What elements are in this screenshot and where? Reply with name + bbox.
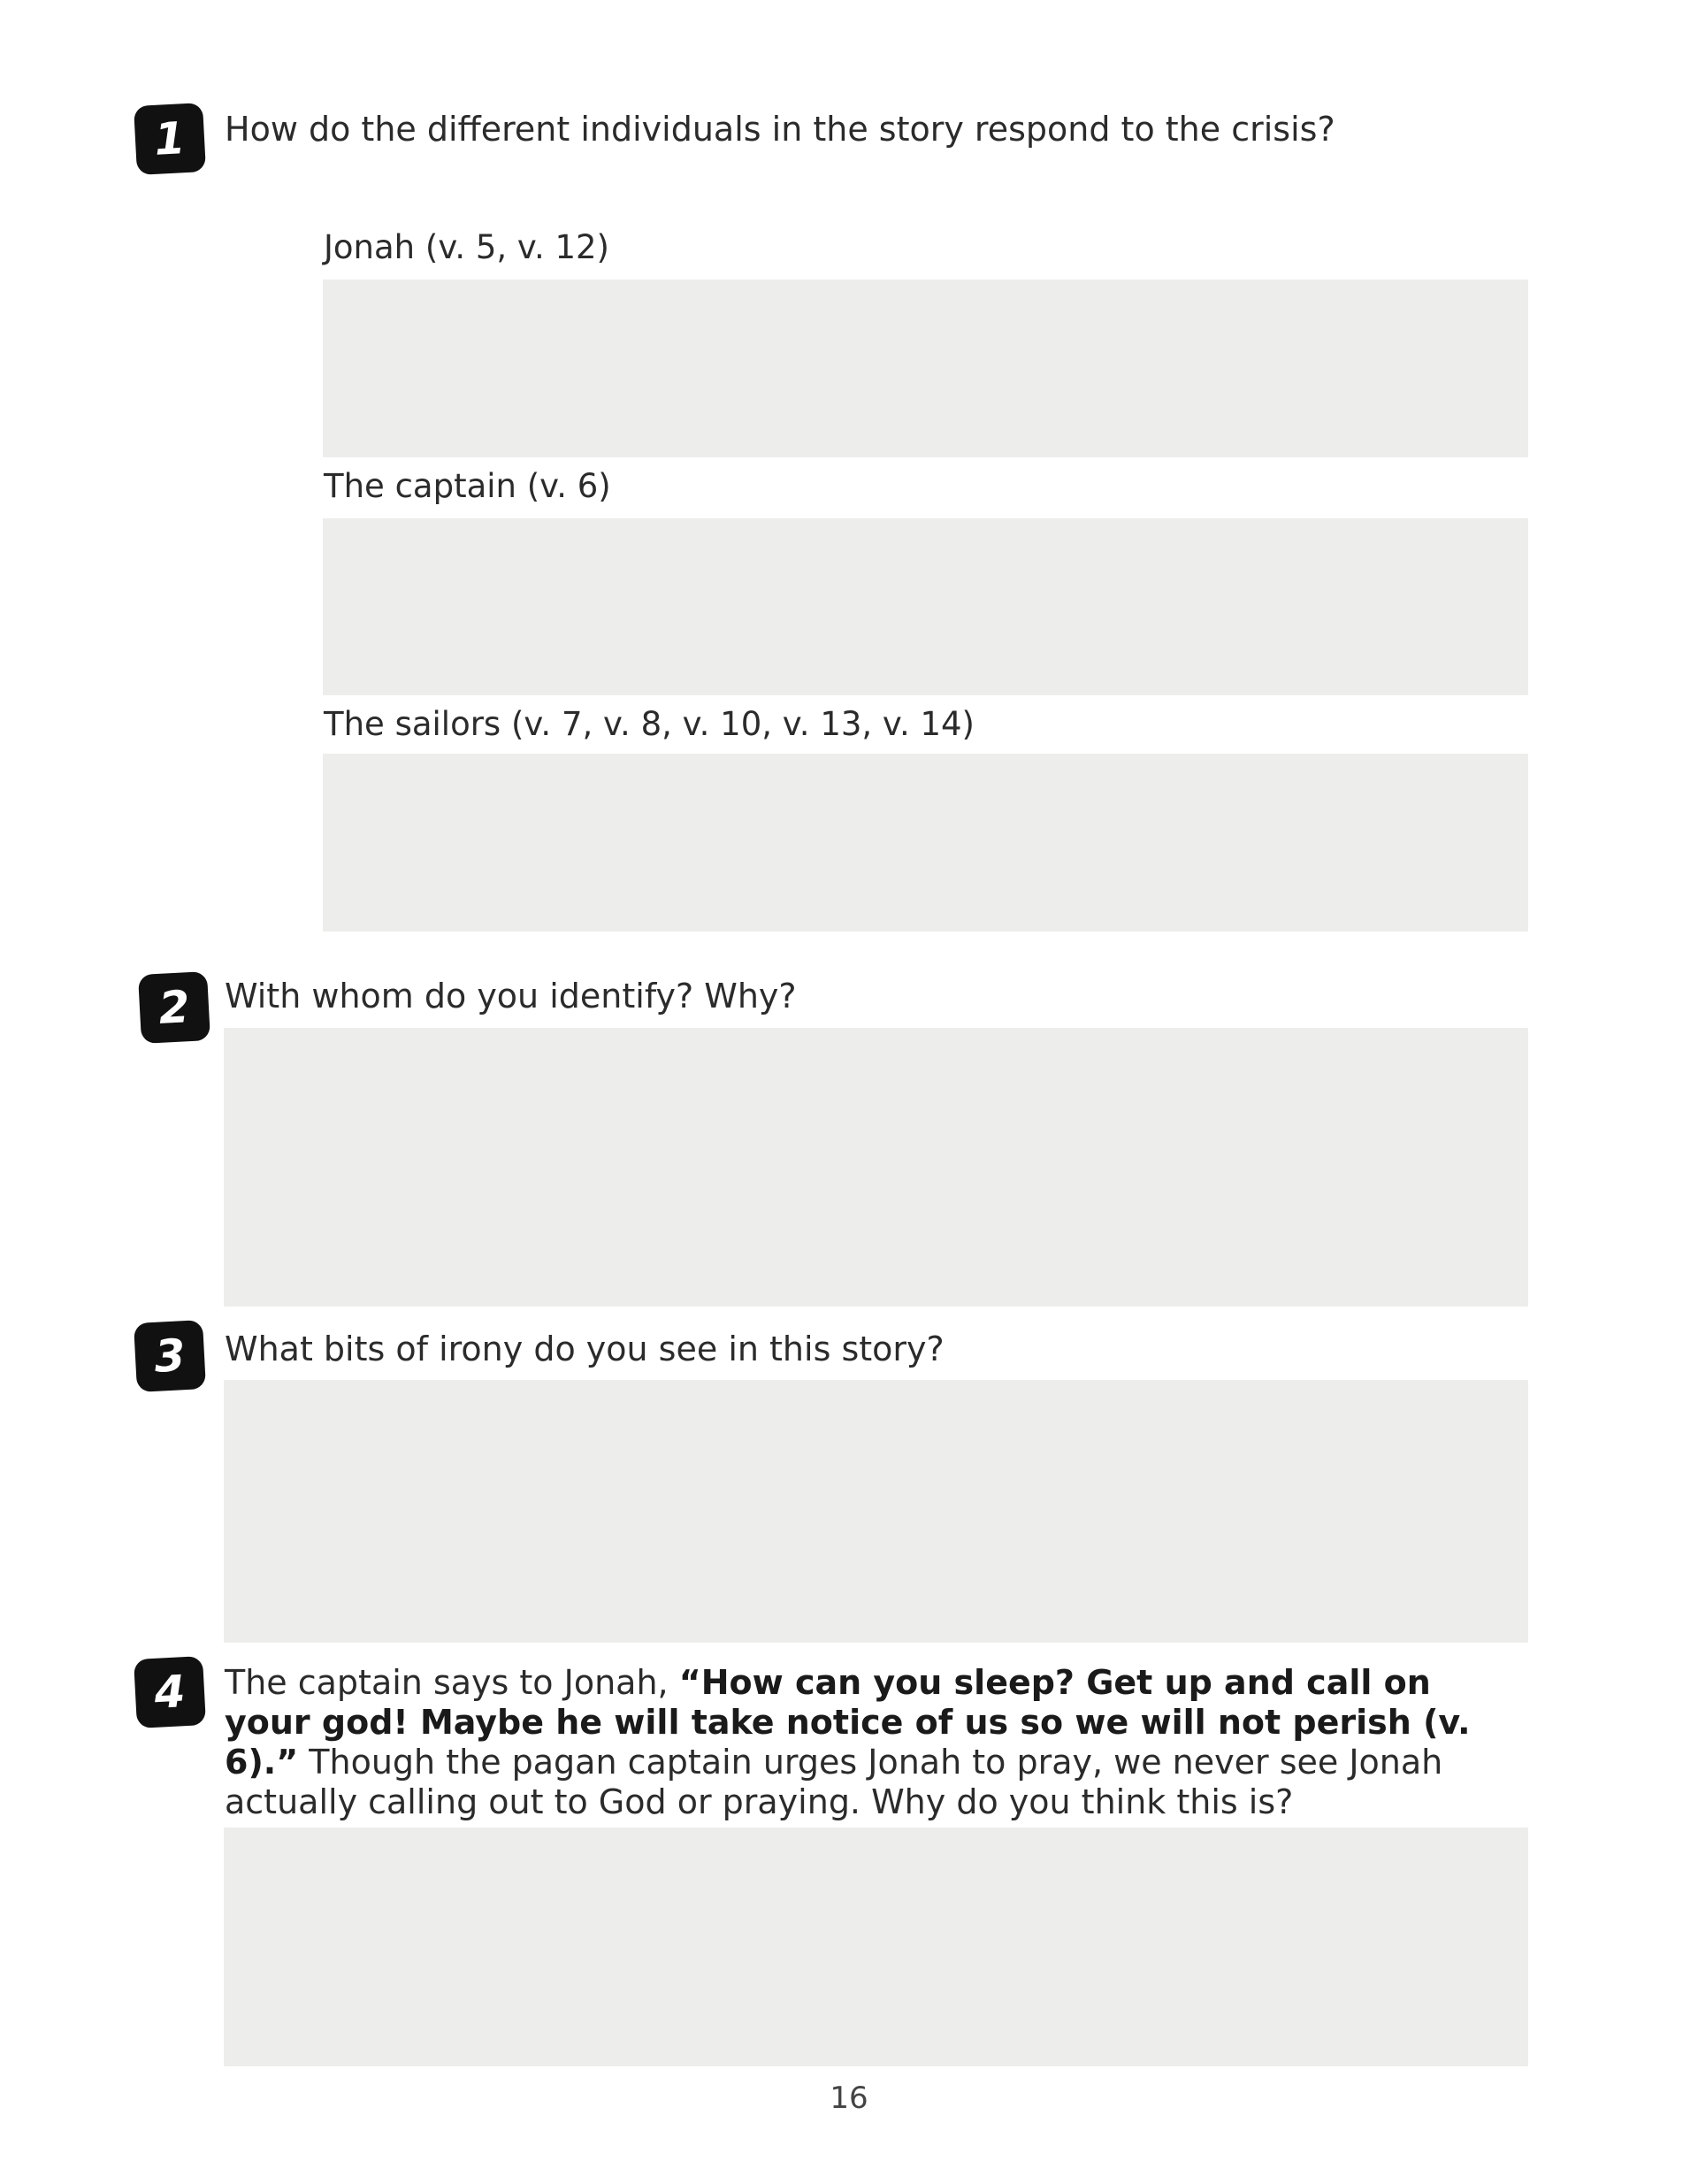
answer-box-sailors[interactable] — [323, 754, 1528, 931]
subitem-label-jonah: Jonah (v. 5, v. 12) — [324, 228, 609, 266]
question-4-rest: Though the pagan captain urges Jonah to pray, we never see Jonah actually calling out to God or praying. Why do you think this is? — [225, 1743, 1443, 1821]
question-2-text: With whom do you identify? Why? — [225, 977, 797, 1015]
question-number-badge-2: 2 — [138, 971, 210, 1044]
question-number-badge-4: 4 — [134, 1656, 206, 1728]
question-number-badge-1: 1 — [134, 103, 206, 175]
question-1-text: How do the different individuals in the story respond to the crisis? — [225, 110, 1335, 149]
page-number: 16 — [830, 2081, 868, 2116]
subitem-label-captain: The captain (v. 6) — [324, 467, 611, 505]
question-4-text — [225, 1663, 1498, 1822]
question-3-text: What bits of irony do you see in this story? — [225, 1330, 945, 1368]
question-number-badge-3: 3 — [134, 1320, 206, 1392]
question-4-intro: The captain says to Jonah, — [225, 1663, 679, 1702]
answer-box-question-4[interactable] — [224, 1828, 1528, 2066]
subitem-label-sailors: The sailors (v. 7, v. 8, v. 10, v. 13, v. 14) — [324, 705, 975, 743]
answer-box-question-2[interactable] — [224, 1028, 1528, 1307]
question-4-quote: “How can you sleep? Get up and call on your god! Maybe he will take notice of us so we will not perish (v. 6).” — [225, 1663, 1471, 1782]
answer-box-captain[interactable] — [323, 518, 1528, 695]
answer-box-jonah[interactable] — [323, 280, 1528, 457]
answer-box-question-3[interactable] — [224, 1380, 1528, 1643]
